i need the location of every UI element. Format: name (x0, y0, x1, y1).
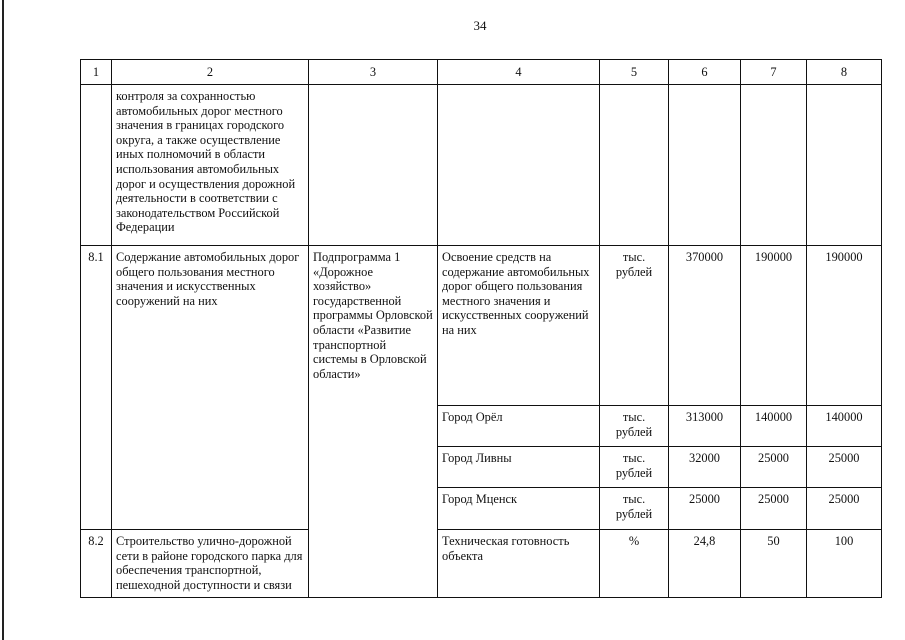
table-cell (807, 85, 882, 246)
column-header: 6 (669, 60, 741, 85)
table-cell (741, 85, 807, 246)
table-cell (81, 85, 112, 246)
indicator-unit: тыс. рублей (600, 447, 669, 488)
indicator-value: 32000 (669, 447, 741, 488)
row-number: 8.2 (81, 530, 112, 598)
column-header: 5 (600, 60, 669, 85)
indicators-table (80, 59, 882, 598)
column-header: 7 (741, 60, 807, 85)
column-header: 2 (112, 60, 309, 85)
indicator-name: Город Орёл (438, 406, 600, 447)
program-name: Подпрограмма 1 «Дорожное хозяйство» государственной программы Орловской области «Развитие транспортной системы в Орловской области» (309, 246, 438, 598)
indicator-name: Техническая готовность объекта (438, 530, 600, 598)
indicator-value: 370000 (669, 246, 741, 406)
indicator-value: 190000 (741, 246, 807, 406)
table-row (81, 246, 882, 406)
indicator-unit: % (600, 530, 669, 598)
indicator-value: 25000 (741, 488, 807, 530)
indicator-unit: тыс. рублей (600, 488, 669, 530)
table-cell (309, 85, 438, 246)
table-row (81, 530, 882, 598)
indicator-value: 140000 (741, 406, 807, 447)
column-number-row (81, 60, 882, 85)
measure-name: Содержание автомобильных дорог общего пользования местного значения и искусственных сооружений на них (112, 246, 309, 530)
indicator-name: Освоение средств на содержание автомобильных дорог общего пользования местного значения и искусственных сооружений на них (438, 246, 600, 406)
measure-name: Строительство улично-дорожной сети в районе городского парка для обеспечения транспортной, пешеходной доступности и связи (112, 530, 309, 598)
indicator-value: 25000 (807, 488, 882, 530)
column-header: 1 (81, 60, 112, 85)
table-cell (600, 85, 669, 246)
column-header: 4 (438, 60, 600, 85)
indicator-value: 25000 (807, 447, 882, 488)
indicator-name: Город Ливны (438, 447, 600, 488)
column-header: 8 (807, 60, 882, 85)
table-cell (438, 85, 600, 246)
indicator-value: 50 (741, 530, 807, 598)
indicator-value: 140000 (807, 406, 882, 447)
column-header: 3 (309, 60, 438, 85)
indicator-value: 190000 (807, 246, 882, 406)
indicator-value: 25000 (669, 488, 741, 530)
indicator-value: 25000 (741, 447, 807, 488)
indicator-unit: тыс. рублей (600, 246, 669, 406)
scan-edge-line (2, 0, 4, 640)
indicator-unit: тыс. рублей (600, 406, 669, 447)
table-cell (669, 85, 741, 246)
row-number: 8.1 (81, 246, 112, 530)
page-number: 34 (473, 18, 487, 33)
indicator-name: Город Мценск (438, 488, 600, 530)
indicator-value: 313000 (669, 406, 741, 447)
indicator-value: 100 (807, 530, 882, 598)
table-row-continuation (81, 85, 882, 246)
continued-description: контроля за сохранностью автомобильных дорог местного значения в границах городского округа, а также осуществление иных полномочий в области использования автомобильных дорог и осуществления дорожной деятельности в соответствии с законодательством Российской Федерации (112, 85, 309, 246)
indicator-value: 24,8 (669, 530, 741, 598)
